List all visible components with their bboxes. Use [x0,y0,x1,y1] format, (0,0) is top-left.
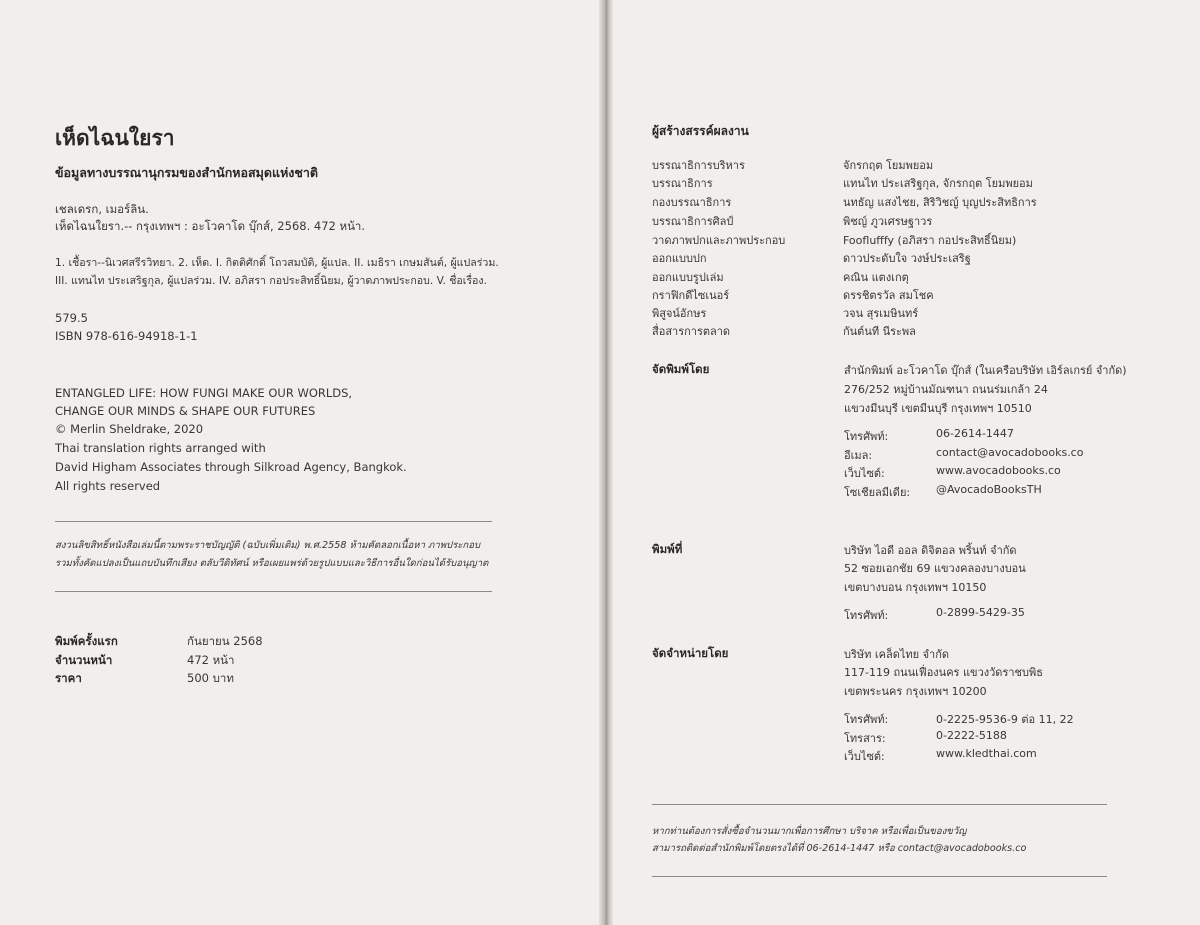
cip-line: 1. เชื้อรา--นิเวศสรีรวิทยา. 2. เห็ด. I. กิตติศักดิ์ โถวสมบัติ, ผู้แปล. II. เมธิรา เกษมสันต์, ผู้แปลร่วม. [55,257,499,269]
bulk-notice-line: หากท่านต้องการสั่งซื้อจำนวนมากเพื่อการศึกษา บริจาค หรือเพื่อเป็นของขวัญ [652,826,967,837]
rights-line: © Merlin Sheldrake, 2020 [55,422,204,436]
credit-row [652,231,1132,249]
distributor-label: จัดจำหน่ายโดย [652,646,729,660]
print-edition-label: พิมพ์ครั้งแรก [55,634,118,648]
credit-row [652,249,1132,267]
print-edition-value: กันยายน 2568 [187,634,263,648]
rights-line: Thai translation rights arranged with [55,441,266,455]
contact-label: โทรสาร: [844,732,886,745]
credit-name: ดรรชิตรวัล สมโชค [843,289,934,302]
credit-name: วจน สุรเมษินทร์ [843,307,919,320]
distributor-line: บริษัท เคล็ดไทย จำกัด [844,648,950,661]
credit-row [652,268,1132,286]
credit-role: วาดภาพปกและภาพประกอบ [652,234,786,247]
credit-row [652,304,1132,322]
book-gutter [599,0,613,925]
credit-role: กองบรรณาธิการ [652,196,732,209]
contact-value: @AvocadoBooksTH [936,483,1042,496]
printer-line: บริษัท ไอดี ออล ดิจิตอล พริ้นท์ จำกัด [844,544,1017,557]
credit-row [652,174,1132,192]
rights-line: ENTANGLED LIFE: HOW FUNGI MAKE OUR WORLDS, [55,386,353,400]
credit-role: สื่อสารการตลาด [652,325,731,338]
credit-role: บรรณาธิการ [652,177,713,190]
cip-line: เห็ดไฉนใยรา.-- กรุงเทพฯ : อะโวคาโด บุ๊กส์, 2568. 472 หน้า. [55,219,366,233]
contact-value: 0-2222-5188 [936,729,1007,742]
isbn: ISBN 978-616-94918-1-1 [55,329,198,343]
divider [652,876,1107,877]
contact-value: 06-2614-1447 [936,427,1014,440]
credit-name: พิชญ์ ภูวเศรษฐาวร [843,215,933,228]
rights-line: CHANGE OUR MINDS & SHAPE OUR FUTURES [55,404,316,418]
contact-value: 0-2899-5429-35 [936,606,1025,619]
credit-name: นทธัญ แสงไชย, สิริวิชญ์ บุญประสิทธิการ [843,196,1037,209]
copyright-notice-line: รวมทั้งคัดแปลงเป็นแถบบันทึกเสียง ตลับวีดิทัศน์ หรือเผยแพร่ด้วยรูปแบบและวิธีการอื่นใดก่อนได้รับอนุญาต [55,558,489,569]
contact-label: โซเชียลมีเดีย: [844,486,911,499]
contact-value: contact@avocadobooks.co [936,446,1084,459]
credit-role: กราฟิกดีไซเนอร์ [652,289,730,302]
credit-role: พิสูจน์อักษร [652,307,707,320]
cip-line: เชลเดรก, เมอร์ลิน. [55,202,149,216]
publisher-line: 276/252 หมู่บ้านมัณฑนา ถนนร่มเกล้า 24 [844,383,1048,396]
distributor-line: เขตพระนคร กรุงเทพฯ 10200 [844,685,987,698]
contact-label: โทรศัพท์: [844,609,889,622]
credit-row [652,193,1132,211]
cip-line: III. แทนไท ประเสริฐกุล, ผู้แปลร่วม. IV. อภิสรา กอประสิทธิ์นิยม, ผู้วาดภาพประกอบ. V. ชื่อเรื่อง. [55,275,487,287]
credit-row [652,156,1132,174]
printer-line: 52 ซอยเอกชัย 69 แขวงคลองบางบอน [844,562,1026,575]
credit-role: ออกแบบปก [652,252,707,265]
book-title: เห็ดไฉนใยรา [55,126,175,150]
credit-name: คณิน แตงเกตุ [843,271,909,284]
publisher-label: จัดพิมพ์โดย [652,362,710,376]
page-count-value: 472 หน้า [187,653,235,667]
distributor-line: 117-119 ถนนเฟื่องนคร แขวงวัดราชบพิธ [844,666,1043,679]
rights-line: David Higham Associates through Silkroad Agency, Bangkok. [55,460,407,474]
contact-value: 0-2225-9536-9 ต่อ 11, 22 [936,713,1074,726]
cip-class-number: 579.5 [55,311,88,325]
contact-label: โทรศัพท์: [844,430,889,443]
divider [55,521,492,522]
credit-row [652,212,1132,230]
printer-line: เขตบางบอน กรุงเทพฯ 10150 [844,581,987,594]
publisher-line: สำนักพิมพ์ อะโวคาโด บุ๊กส์ (ในเครือบริษัท เอิร์ลเกรย์ จำกัด) [844,364,1127,377]
credit-row [652,286,1132,304]
divider [652,804,1107,805]
cip-heading: ข้อมูลทางบรรณานุกรมของสำนักหอสมุดแห่งชาติ [55,165,319,180]
contact-value: www.kledthai.com [936,747,1037,760]
credit-role: ออกแบบรูปเล่ม [652,271,724,284]
credit-name: กันต์นที นีระพล [843,325,916,338]
contact-value: www.avocadobooks.co [936,464,1061,477]
publisher-line: แขวงมีนบุรี เขตมีนบุรี กรุงเทพฯ 10510 [844,402,1032,415]
contact-label: เว็บไซต์: [844,750,885,763]
credits-heading: ผู้สร้างสรรค์ผลงาน [652,124,749,138]
bulk-notice-line: สามารถติดต่อสำนักพิมพ์โดยตรงได้ที่ 06-2614-1447 หรือ contact@avocadobooks.co [652,843,1027,854]
contact-label: เว็บไซต์: [844,467,885,480]
credit-role: บรรณาธิการบริหาร [652,159,745,172]
contact-label: โทรศัพท์: [844,713,889,726]
contact-label: อีเมล: [844,449,873,462]
credit-name: Fooflufffy (อภิสรา กอประสิทธิ์นิยม) [843,234,1017,247]
price-value: 500 บาท [187,671,234,685]
credit-name: จักรกฤต โยมพยอม [843,159,934,172]
credit-name: ดาวประดับใจ วงษ์ประเสริฐ [843,252,971,265]
price-label: ราคา [55,671,82,685]
page-count-label: จำนวนหน้า [55,653,113,667]
credit-row [652,322,1132,340]
credit-role: บรรณาธิการศิลป์ [652,215,734,228]
credit-name: แทนไท ประเสริฐกุล, จักรกฤต โยมพยอม [843,177,1033,190]
printer-label: พิมพ์ที่ [652,542,683,556]
copyright-notice-line: สงวนลิขสิทธิ์หนังสือเล่มนี้ตามพระราชบัญญัติ (ฉบับเพิ่มเติม) พ.ศ.2558 ห้ามคัดลอกเนื้อหา ภาพประกอบ [55,540,481,551]
divider [55,591,492,592]
rights-line: All rights reserved [55,479,161,493]
